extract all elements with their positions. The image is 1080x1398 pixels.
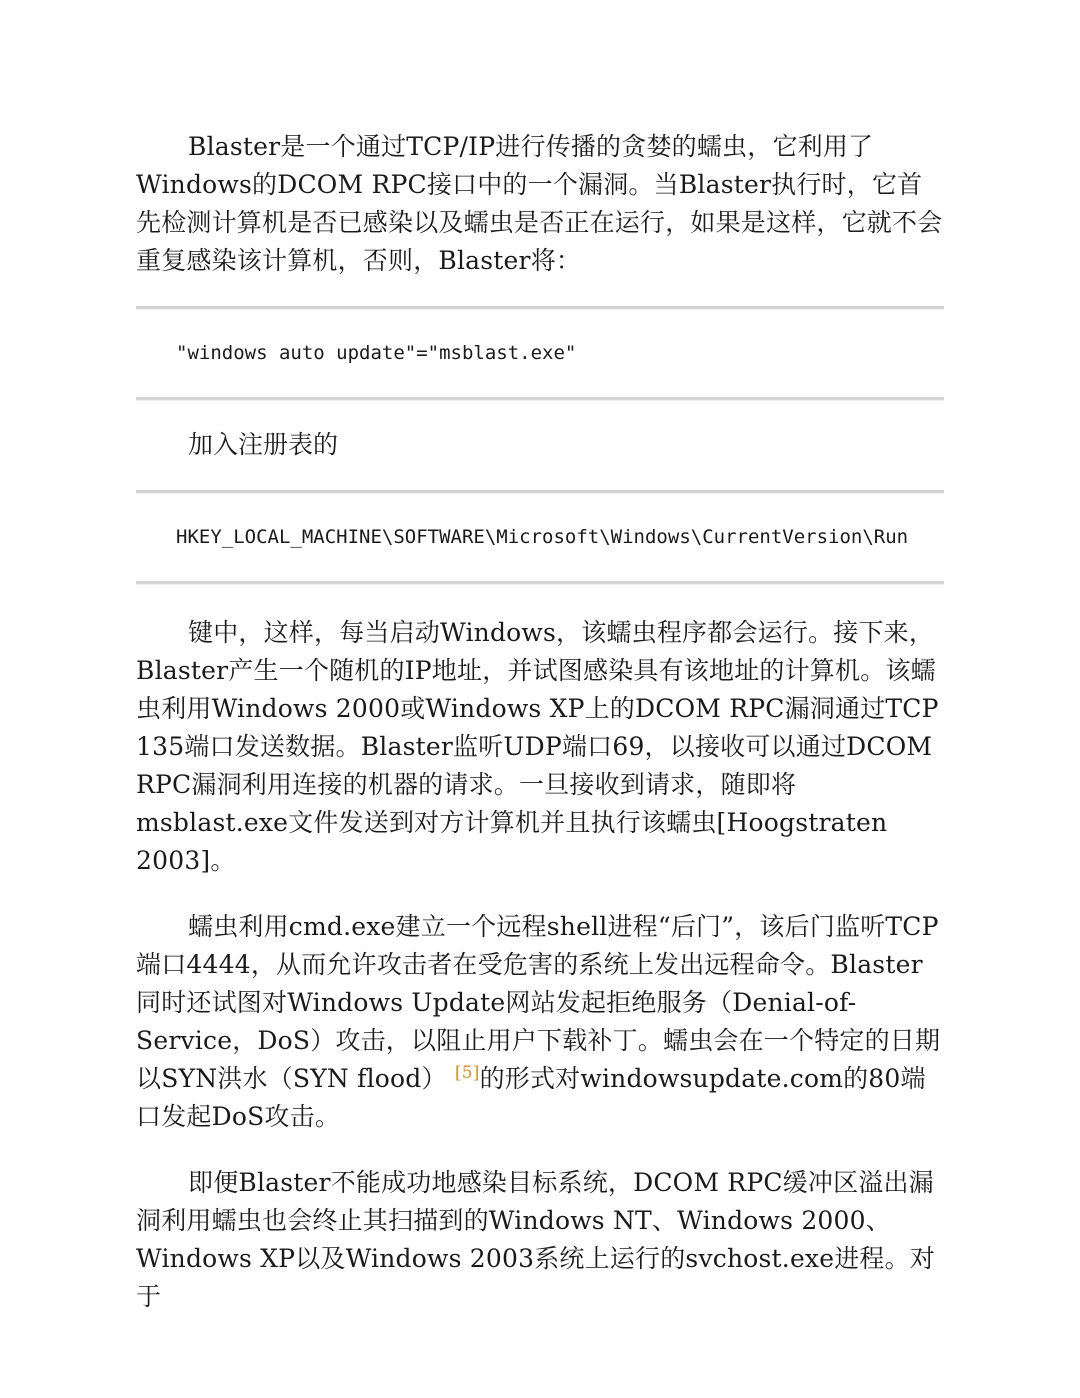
citation-link[interactable]: [5] <box>454 1063 480 1083</box>
code-registry-key: HKEY_LOCAL_MACHINE\SOFTWARE\Microsoft\Windows\CurrentVersion\Run <box>176 526 909 548</box>
paragraph-backdoor-text: 蠕虫利用cmd.exe建立一个远程shell进程“后门”，该后门监听TCP端口4444，从而允许攻击者在受危害的系统上发出远程命令。Blaster同时还试图对Windows Update网站发起拒绝服务（Denial-of-Service，DoS）攻击，以阻止用户下载补丁。蠕虫会在一个特定的日期以SYN洪水（SYN flood） <box>136 912 941 1093</box>
paragraph-blaster-intro: Blaster是一个通过TCP/IP进行传播的贪婪的蠕虫，它利用了Windows的DCOM RPC接口中的一个漏洞。当Blaster执行时，它首先检测计算机是否已感染以及蠕虫是否正在运行，如果是这样，它就不会重复感染该计算机，否则，Blaster将： <box>136 132 943 275</box>
paragraph-backdoor <box>136 908 944 1136</box>
paragraph-propagation: 键中，这样，每当启动Windows，该蠕虫程序都会运行。接下来，Blaster产生一个随机的IP地址，并试图感染具有该地址的计算机。该蠕虫利用Windows 2000或Windows XP上的DCOM RPC漏洞通过TCP 135端口发送数据。Blaster监听UDP端口69，以接收可以通过DCOM RPC漏洞利用连接的机器的请求。一旦接收到请求，随即将msblast.exe文件发送到对方计算机并且执行该蠕虫[Hoogstraten 2003]。 <box>136 618 939 875</box>
code-registry-value: "windows auto update"="msblast.exe" <box>176 342 577 364</box>
paragraph-backdoor-text-end: 的形式对windowsupdate.com的80端口发起DoS攻击。 <box>136 1064 926 1131</box>
code-block-registry-key <box>136 490 944 584</box>
document-body <box>136 128 944 1316</box>
paragraph-svchost: 即便Blaster不能成功地感染目标系统，DCOM RPC缓冲区溢出漏洞利用蠕虫也会终止其扫描到的Windows NT、Windows 2000、Windows XP以及Windows 2003系统上运行的svchost.exe进程。对于 <box>136 1168 936 1311</box>
code-block-registry-value <box>136 306 944 400</box>
paragraph-add-to-registry: 加入注册表的 <box>188 430 339 459</box>
